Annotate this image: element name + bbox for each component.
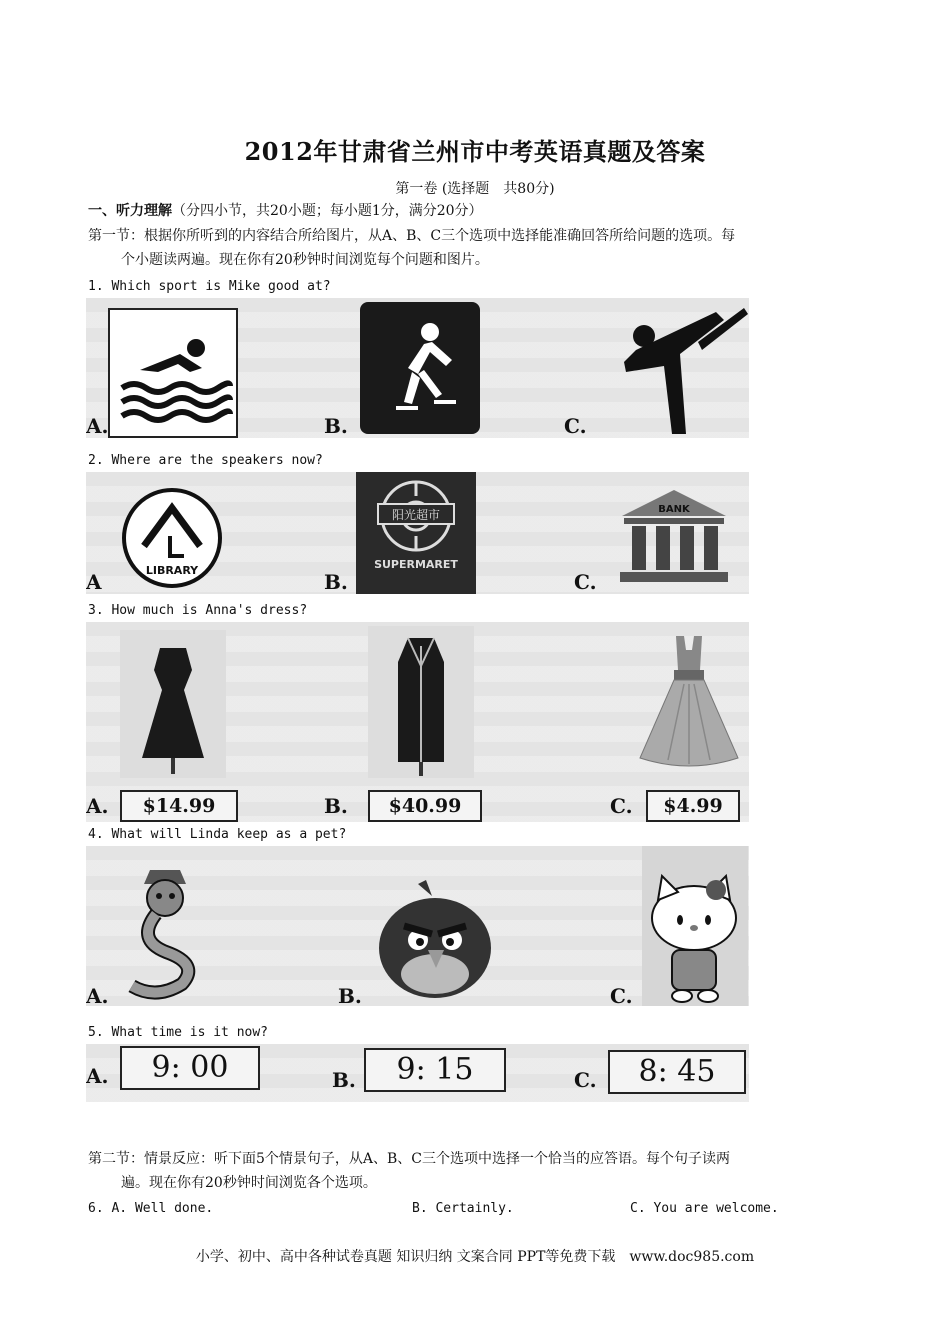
supermarket-sign: 阳光超市 xyxy=(391,508,441,522)
snake-image xyxy=(116,860,216,1000)
skating-image xyxy=(360,302,480,434)
option-a-label: A. xyxy=(86,1064,109,1088)
section-heading-bold: 一、听力理解 xyxy=(88,203,172,219)
time-c: 8: 45 xyxy=(608,1050,746,1094)
swimming-image xyxy=(108,308,238,438)
gymnast-icon xyxy=(606,302,748,436)
library-label: LIBRARY xyxy=(145,564,199,577)
time-a: 9: 00 xyxy=(120,1046,260,1090)
dress-b-image xyxy=(368,626,474,778)
option-a-label: A. xyxy=(86,984,109,1006)
question-3-images xyxy=(86,622,749,822)
option-b-label: B. xyxy=(324,570,348,594)
dress-c-image xyxy=(634,628,744,778)
option-c-label: C. xyxy=(610,984,633,1006)
angry-bird-icon xyxy=(372,876,498,1004)
option-b-label: B. xyxy=(324,414,348,438)
question-3: 3. How much is Anna's dress? xyxy=(88,603,308,618)
option-b-label: B. xyxy=(324,794,348,818)
bank-image xyxy=(614,486,734,586)
skater-icon xyxy=(360,302,480,434)
dress-a-image xyxy=(120,630,226,778)
option-a-label: A. xyxy=(86,794,109,818)
kitty-icon xyxy=(642,846,748,1006)
hello-kitty-image xyxy=(642,846,748,1006)
question-1: 1. Which sport is Mike good at? xyxy=(88,279,331,294)
snake-icon xyxy=(116,860,216,1000)
question-5-images xyxy=(86,1044,749,1102)
price-b: $40.99 xyxy=(368,790,482,822)
option-b-label: B. xyxy=(338,984,362,1006)
bank-icon xyxy=(614,486,734,586)
paper-subtitle: 第一卷 (选择题 共80分) xyxy=(395,181,555,197)
option-b-label: B. xyxy=(332,1068,356,1092)
library-image xyxy=(120,486,224,590)
question-6-option-a: 6. A. Well done. xyxy=(88,1201,214,1216)
coat-icon xyxy=(368,626,474,778)
supermarket-image xyxy=(356,472,476,594)
question-2: 2. Where are the speakers now? xyxy=(88,453,323,468)
supermarket-label: SUPERMARET xyxy=(374,558,458,571)
question-2-images xyxy=(86,472,749,594)
angry-bird-image xyxy=(372,876,498,1004)
section-heading-note: （分四小节，共20小题；每小题1分，满分20分） xyxy=(172,203,483,219)
option-a-label: A xyxy=(86,570,102,594)
option-c-label: C. xyxy=(574,1068,597,1092)
question-6-option-c: C. You are welcome. xyxy=(630,1201,779,1216)
gown-icon xyxy=(634,628,744,778)
page-title: 2012年甘肃省兰州市中考英语真题及答案 xyxy=(244,137,706,166)
price-c: $4.99 xyxy=(646,790,740,822)
question-4-images xyxy=(86,846,749,1006)
option-a-label: A. xyxy=(86,414,109,438)
black-dress-icon xyxy=(120,630,226,778)
question-6-option-b: B. Certainly. xyxy=(412,1201,514,1216)
option-c-label: C. xyxy=(564,414,587,438)
footer-text: 小学、初中、高中各种试卷真题 知识归纳 文案合同 PPT等免费下载 www.doc985.com xyxy=(195,1249,755,1265)
library-icon xyxy=(120,486,224,590)
bank-label: BANK xyxy=(658,504,690,515)
swimmer-icon xyxy=(110,310,236,436)
section-heading xyxy=(88,200,483,222)
supermarket-icon xyxy=(356,472,476,594)
option-c-label: C. xyxy=(610,794,633,818)
time-b: 9: 15 xyxy=(364,1048,506,1092)
part1-instruction-line2: 个小题读两遍。现在你有20秒钟时间浏览每个问题和图片。 xyxy=(121,252,489,268)
gymnastics-image xyxy=(606,302,748,436)
question-5: 5. What time is it now? xyxy=(88,1025,269,1040)
part1-instruction-line1: 第一节：根据你所听到的内容结合所给图片，从A、B、C三个选项中选择能准确回答所给问题的选项。每 xyxy=(88,228,736,244)
price-a: $14.99 xyxy=(120,790,238,822)
part2-instruction-line2: 遍。现在你有20秒钟时间浏览各个选项。 xyxy=(121,1175,377,1191)
part2-instruction-line1: 第二节：情景反应：听下面5个情景句子，从A、B、C三个选项中选择一个恰当的应答语。每个句子读两 xyxy=(88,1151,731,1167)
question-4: 4. What will Linda keep as a pet? xyxy=(88,827,347,842)
option-c-label: C. xyxy=(574,570,597,594)
question-1-images xyxy=(86,298,749,438)
